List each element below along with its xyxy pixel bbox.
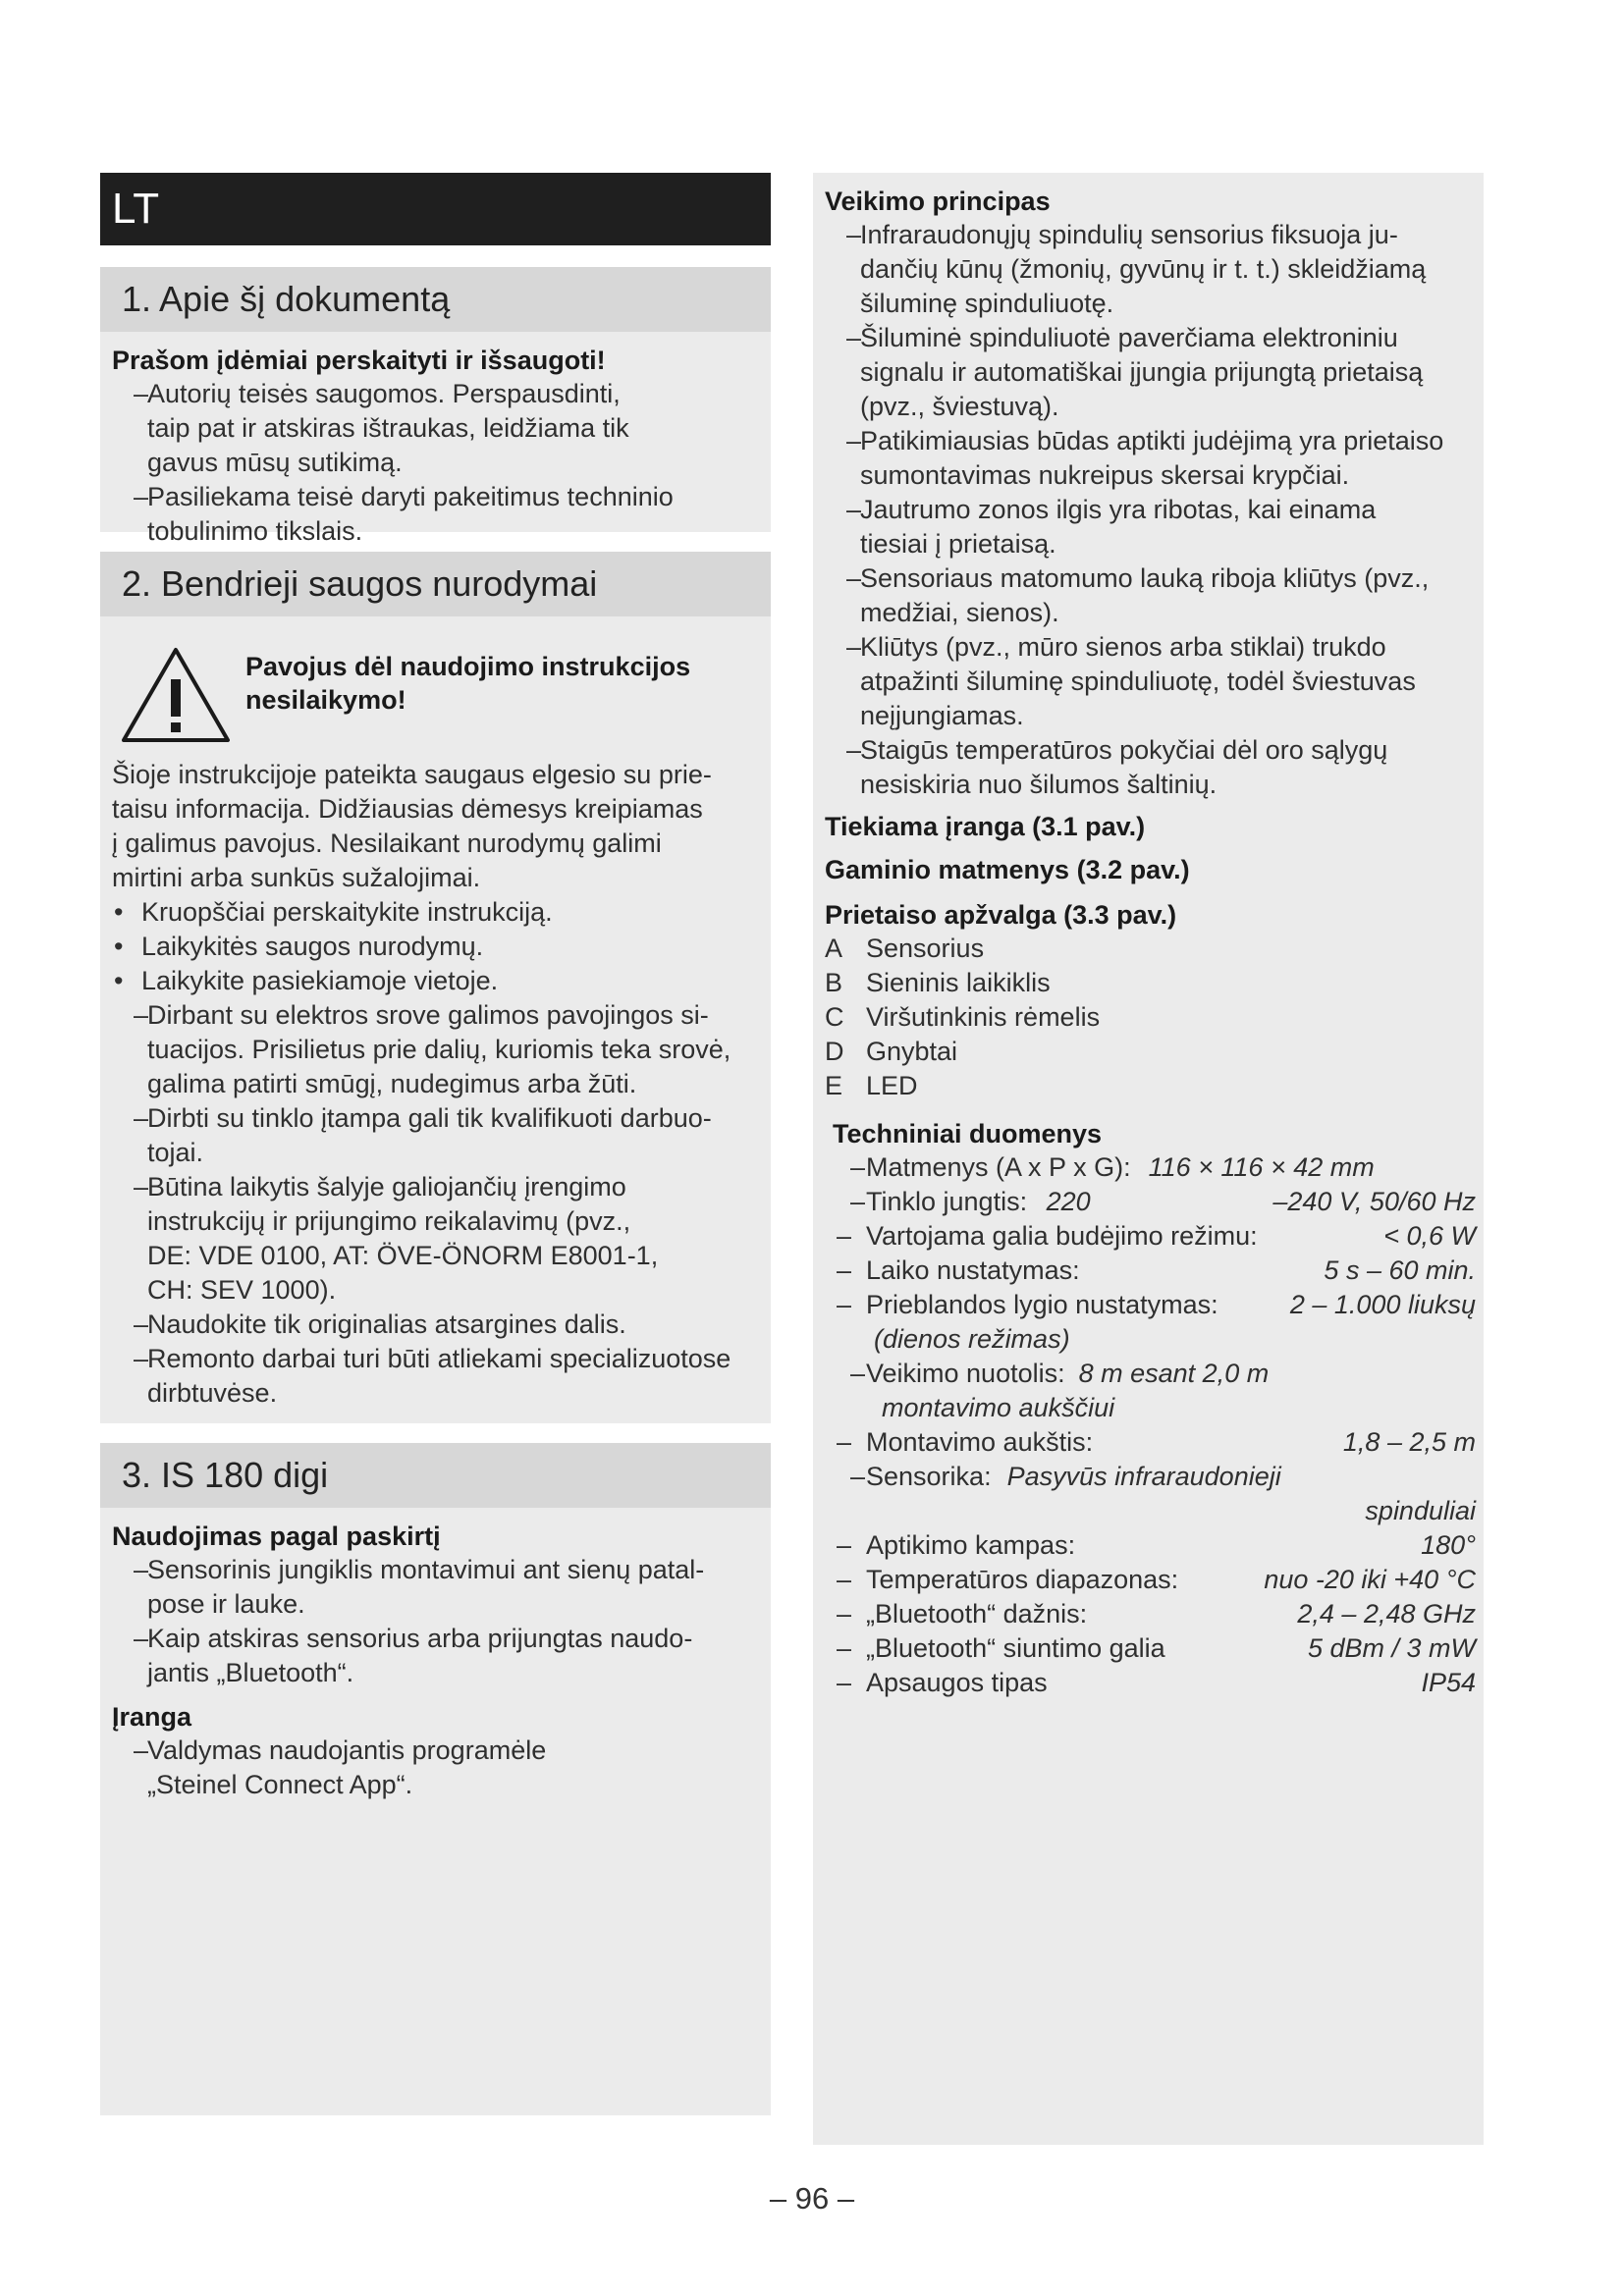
section-safety xyxy=(100,552,771,1423)
section-heading: Techniniai duomenys xyxy=(833,1119,1103,1148)
spec-row: – Apsaugos tipas IP54 xyxy=(837,1668,1476,1697)
section-heading: Naudojimas pagal paskirtį xyxy=(112,1522,441,1551)
list-item: –Naudokite tik originalias atsargines dalis. xyxy=(134,1309,626,1339)
safety-paragraph: Šioje instrukcijoje pateikta saugaus elgesio su prie- taisu informacija. Didžiausias dėmesys kreipiamas į galimus pavojus. Nesilaikant nurodymų galimi mirtini arba sunkūs sužalojimai. xyxy=(112,760,712,892)
section-title: 2. Bendrieji saugos nurodymai xyxy=(100,552,771,616)
spec-row: –Matmenys (A x P x G): 116 × 116 × 42 mm xyxy=(850,1152,1375,1182)
page-number: – 96 – xyxy=(769,2181,855,2216)
section-title: 3. IS 180 digi xyxy=(100,1443,771,1508)
spec-row: – „Bluetooth“ siuntimo galia 5 dBm / 3 mW xyxy=(837,1633,1476,1663)
section-heading: Įranga xyxy=(112,1702,192,1732)
overview-item: A Sensorius xyxy=(825,934,985,963)
section-heading: Prietaiso apžvalga (3.3 pav.) xyxy=(825,900,1177,930)
warning-triangle-icon xyxy=(118,646,234,744)
spec-note: (dienos režimas) xyxy=(874,1324,1070,1354)
list-item: –Šiluminė spinduliuotė paverčiama elektroniniu signalu ir automatiškai įjungia prijungtą prietaisą (pvz., šviestuvą). xyxy=(846,323,1424,421)
language-label: LT xyxy=(100,173,771,245)
list-item: –Sensoriaus matomumo lauką riboja kliūtys (pvz., medžiai, sienos). xyxy=(846,563,1430,627)
overview-item: C Viršutinkinis rėmelis xyxy=(825,1002,1101,1032)
spec-row: – Temperatūros diapazonas: nuo -20 iki +40 °C xyxy=(837,1565,1476,1594)
list-item: –Kaip atskiras sensorius arba prijungtas naudo- jantis „Bluetooth“. xyxy=(134,1624,693,1687)
spec-row: – Prieblandos lygio nustatymas: 2 – 1.000 liuksų xyxy=(837,1290,1476,1319)
list-item: –Būtina laikytis šalyje galiojančių įrengimo instrukcijų ir prijungimo reikalavimų (pvz., DE: VDE 0100, AT: ÖVE-ÖNORM E8001-1, CH: SEV 1000). xyxy=(134,1172,659,1305)
list-item: –Infraraudonųjų spindulių sensorius fiksuoja ju- dančių kūnų (žmonių, gyvūnų ir t. t.) skleidžiamą šiluminę spinduliuotę. xyxy=(846,220,1427,318)
list-item: –Dirbant su elektros srove galimos pavojingos si- tuacijos. Prisilietus prie dalių, kuriomis teka srovė, galima patirti smūgį, nudegimus arba žūti. xyxy=(134,1000,731,1098)
overview-item: D Gnybtai xyxy=(825,1037,958,1066)
list-item: –Dirbti su tinklo įtampa gali tik kvalifikuoti darbuo- tojai. xyxy=(134,1103,712,1167)
section-title: 1. Apie šį dokumentą xyxy=(100,267,771,332)
list-item: –Kliūtys (pvz., mūro sienos arba stiklai) trukdo atpažinti šiluminę spinduliuotę, todėl šviestuvas neįjungiamas. xyxy=(846,632,1416,730)
list-item: –Remonto darbai turi būti atliekami specializuotose dirbtuvėse. xyxy=(134,1344,731,1408)
section-heading: Veikimo principas xyxy=(825,187,1051,216)
spec-row: – Montavimo aukštis: 1,8 – 2,5 m xyxy=(837,1427,1476,1457)
spec-row: – Aptikimo kampas: 180° xyxy=(837,1530,1476,1560)
spec-row: –Tinklo jungtis: 220 –240 V, 50/60 Hz xyxy=(850,1187,1476,1216)
section-heading: Prašom įdėmiai perskaityti ir išsaugoti! xyxy=(112,346,606,375)
left-column xyxy=(100,173,771,2115)
section-product xyxy=(100,1443,771,2115)
bullet-item: • Laikykite pasiekiamoje vietoje. xyxy=(114,966,499,995)
section-heading: Tiekiama įranga (3.1 pav.) xyxy=(825,812,1146,841)
bullet-item: • Kruopščiai perskaitykite instrukciją. xyxy=(114,897,553,927)
list-item: –Autorių teisės saugomos. Perspausdinti, taip pat ir atskiras ištraukas, leidžiama tik gavus mūsų sutikimą. xyxy=(134,379,629,477)
spec-note: spinduliai xyxy=(1365,1496,1476,1525)
overview-item: B Sieninis laikiklis xyxy=(825,968,1051,997)
spec-row: –Sensorika: Pasyvūs infraraudonieji xyxy=(850,1462,1281,1491)
bullet-item: • Laikykitės saugos nurodymų. xyxy=(114,932,484,961)
spec-row: – Vartojama galia budėjimo režimu: < 0,6 W xyxy=(837,1221,1476,1251)
warning-block xyxy=(112,646,757,744)
spec-row: – „Bluetooth“ dažnis: 2,4 – 2,48 GHz xyxy=(837,1599,1476,1629)
section-heading: Gaminio matmenys (3.2 pav.) xyxy=(825,855,1190,884)
list-item: –Patikimiausias būdas aptikti judėjimą yra prietaiso sumontavimas nukreipus skersai krypčiai. xyxy=(846,426,1444,490)
list-item: –Pasiliekama teisė daryti pakeitimus techninio tobulinimo tikslais. xyxy=(134,482,674,546)
list-item: –Staigūs temperatūros pokyčiai dėl oro sąlygų nesiskiria nuo šilumos šaltinių. xyxy=(846,735,1388,799)
section-about-document xyxy=(100,267,771,546)
overview-item: E LED xyxy=(825,1071,918,1100)
list-item: –Valdymas naudojantis programėle „Steinel Connect App“. xyxy=(134,1735,547,1799)
spec-row: –Veikimo nuotolis: 8 m esant 2,0 m xyxy=(850,1359,1270,1388)
list-item: –Sensorinis jungiklis montavimui ant sienų patal- pose ir lauke. xyxy=(134,1555,705,1619)
list-item: –Jautrumo zonos ilgis yra ribotas, kai einama tiesiai į prietaisą. xyxy=(846,495,1377,559)
warning-text: Pavojus dėl naudojimo instrukcijos nesilaikymo! xyxy=(245,652,691,715)
right-column xyxy=(813,173,1484,2145)
spec-row: – Laiko nustatymas: 5 s – 60 min. xyxy=(837,1255,1476,1285)
spec-note: montavimo aukščiui xyxy=(882,1393,1115,1422)
